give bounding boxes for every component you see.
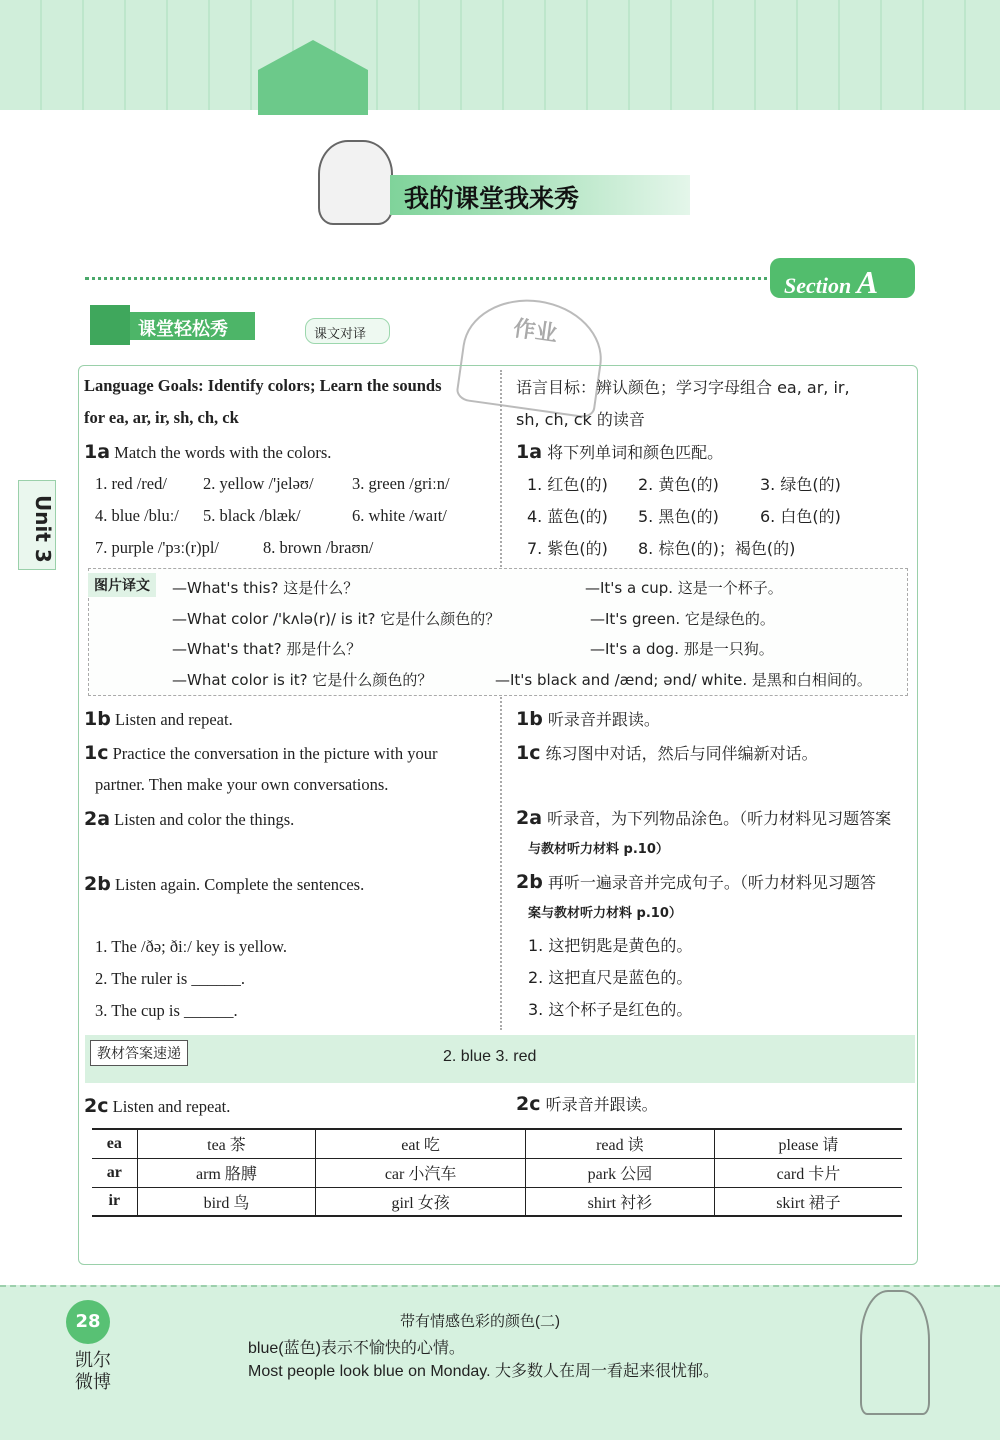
word-item: 7. 紫色(的) bbox=[527, 539, 608, 558]
dialog-line: —It's black and /ænd; ənd/ white. 是黑和白相间的。 bbox=[495, 671, 872, 689]
word-item: 3. 绿色(的) bbox=[760, 475, 841, 494]
language-goals-cont: for ea, ar, ir, sh, ch, ck bbox=[84, 408, 239, 427]
exercise-number: 2b bbox=[516, 871, 543, 893]
dialog-line: —What color /'kʌlə(r)/ is it? 它是什么颜色的？ bbox=[172, 610, 501, 628]
dialog-line: —What color is it? 它是什么颜色的？ bbox=[172, 671, 433, 689]
tip-line: blue(蓝色)表示不愉快的心情。 bbox=[248, 1340, 465, 1357]
brand-label: 凯尔微博 bbox=[75, 1350, 111, 1393]
sentence-item: 1. The /ðə; ðiː/ key is yellow. bbox=[95, 937, 288, 956]
exercise-1c-cn bbox=[516, 741, 818, 764]
word-item: 6. 白色(的) bbox=[760, 507, 841, 526]
exercise-instruction: Match the words with the colors. bbox=[114, 443, 332, 462]
exercise-number: 2c bbox=[516, 1093, 541, 1115]
exercise-number: 1a bbox=[516, 441, 543, 463]
exercise-number: 1c bbox=[516, 742, 541, 764]
table-cell: arm 胳膊 bbox=[137, 1158, 316, 1187]
exercise-number: 1b bbox=[516, 708, 543, 730]
exercise-number: 2b bbox=[84, 873, 111, 895]
exercise-instruction: Listen and repeat. bbox=[112, 1097, 231, 1116]
word-item: 1. 红色(的) bbox=[527, 475, 608, 494]
exercise-instruction-cont: 与教材听力材料 p.10） bbox=[528, 842, 669, 857]
dialog-line: —What's this? 这是什么？ bbox=[172, 579, 359, 597]
walking-kid-illustration bbox=[860, 1290, 930, 1415]
exercise-1c bbox=[84, 742, 437, 764]
word-item: 2. yellow /'jeləʊ/ bbox=[203, 474, 314, 493]
table-cell: read 读 bbox=[525, 1129, 714, 1158]
tip-line: Most people look blue on Monday. 大多数人在周一看起来很忧郁。 bbox=[248, 1363, 719, 1380]
exercise-instruction: Listen and color the things. bbox=[114, 810, 295, 829]
page-number: 28 bbox=[66, 1300, 110, 1344]
section-letter: A bbox=[856, 264, 879, 300]
dialog-line: —It's green. 它是绿色的。 bbox=[590, 610, 775, 628]
word-item: 1. red /red/ bbox=[95, 474, 167, 493]
word-item: 4. 蓝色(的) bbox=[527, 507, 608, 526]
answer-value: 2. blue 3. red bbox=[443, 1048, 537, 1065]
dialog-line: —It's a cup. 这是一个杯子。 bbox=[585, 579, 783, 597]
table-row bbox=[92, 1187, 902, 1216]
exercise-instruction: 听录音并跟读。 bbox=[545, 1095, 658, 1114]
sentence-item: 3. 这个杯子是红色的。 bbox=[528, 1000, 693, 1019]
homework-stamp: 作业 bbox=[455, 291, 609, 419]
exercise-2b bbox=[84, 873, 364, 895]
exercise-2c bbox=[84, 1095, 230, 1117]
boy-illustration bbox=[318, 140, 393, 225]
exercise-number: 1c bbox=[84, 742, 109, 764]
exercise-number: 2a bbox=[84, 808, 111, 830]
table-cell: card 卡片 bbox=[714, 1158, 902, 1187]
exercise-instruction: Listen again. Complete the sentences. bbox=[114, 875, 365, 894]
exercise-instruction: 练习图中对话，然后与同伴编新对话。 bbox=[545, 744, 818, 763]
exercise-instruction: 再听一遍录音并完成句子。（听力材料见习题答 bbox=[547, 873, 876, 892]
word-item: 3. green /griːn/ bbox=[352, 474, 450, 493]
table-row bbox=[92, 1129, 902, 1158]
exercise-instruction: 将下列单词和颜色匹配。 bbox=[547, 443, 724, 462]
exercise-instruction: 听录音并跟读。 bbox=[547, 710, 660, 729]
word-item: 8. brown /braʊn/ bbox=[263, 538, 374, 557]
sentence-item: 3. The cup is ______. bbox=[95, 1001, 238, 1020]
word-item: 5. black /blæk/ bbox=[203, 506, 301, 525]
section-label: Section bbox=[784, 273, 852, 298]
dotted-divider bbox=[85, 277, 775, 280]
subsection-title: 课堂轻松秀 bbox=[130, 312, 255, 340]
table-cell: eat 吃 bbox=[316, 1129, 526, 1158]
exercise-number: 1a bbox=[84, 441, 111, 463]
table-cell: bird 鸟 bbox=[137, 1187, 316, 1216]
table-cell: girl 女孩 bbox=[316, 1187, 526, 1216]
unit-side-tab: Unit 3 bbox=[18, 480, 56, 570]
exercise-2c-cn bbox=[516, 1092, 658, 1115]
translation-label: 图片译文 bbox=[88, 573, 156, 597]
language-goals: Language Goals: Identify colors; Learn the sounds bbox=[84, 376, 442, 395]
section-badge bbox=[770, 258, 915, 298]
sentence-item: 1. 这把钥匙是黄色的。 bbox=[528, 936, 693, 955]
word-item: 4. blue /bluː/ bbox=[95, 506, 179, 525]
word-item: 7. purple /'pɜː(r)pl/ bbox=[95, 538, 219, 557]
exercise-1b-cn bbox=[516, 707, 660, 730]
word-item: 5. 黑色(的) bbox=[638, 507, 719, 526]
table-cell: shirt 衬衫 bbox=[525, 1187, 714, 1216]
exercise-1a-cn bbox=[516, 440, 723, 463]
exercise-number: 1b bbox=[84, 708, 111, 730]
word-item: 2. 黄色(的) bbox=[638, 475, 719, 494]
dialog-line: —What's that? 那是什么？ bbox=[172, 640, 362, 658]
language-goals-cn: 语言目标：辨认颜色；学习字母组合 ea, ar, ir, bbox=[516, 378, 850, 397]
sentence-item: 2. The ruler is ______. bbox=[95, 969, 246, 988]
exercise-instruction: Practice the conversation in the picture with your bbox=[112, 744, 438, 763]
sound-table bbox=[92, 1128, 902, 1217]
table-cell: park 公园 bbox=[525, 1158, 714, 1187]
table-cell: ea bbox=[92, 1129, 137, 1158]
exercise-number: 2c bbox=[84, 1095, 109, 1117]
exercise-1a bbox=[84, 441, 331, 463]
table-row bbox=[92, 1158, 902, 1187]
page-banner-title: 我的课堂我来秀 bbox=[390, 175, 690, 215]
word-item: 6. white /waɪt/ bbox=[352, 506, 447, 525]
dialog-line: —It's a dog. 那是一只狗。 bbox=[590, 640, 774, 658]
exercise-2a-cn bbox=[516, 806, 891, 829]
subsection-tag: 课文对译 bbox=[305, 318, 390, 344]
exercise-number: 2a bbox=[516, 807, 543, 829]
table-cell: car 小汽车 bbox=[316, 1158, 526, 1187]
sentence-item: 2. 这把直尺是蓝色的。 bbox=[528, 968, 693, 987]
table-cell: skirt 裙子 bbox=[714, 1187, 902, 1216]
exercise-2b-cn bbox=[516, 870, 876, 893]
column-divider bbox=[500, 370, 502, 1030]
answer-label: 教材答案速递 bbox=[90, 1040, 188, 1066]
word-item: 8. 棕色(的)；褐色(的) bbox=[638, 539, 796, 558]
exercise-instruction-cont: 案与教材听力材料 p.10） bbox=[528, 906, 682, 921]
language-goals-cn-cont: sh, ch, ck 的读音 bbox=[516, 410, 645, 429]
clapperboard-icon bbox=[90, 305, 130, 345]
exercise-1b bbox=[84, 708, 233, 730]
tip-title: 带有情感色彩的颜色(二) bbox=[400, 1313, 560, 1330]
table-cell: ir bbox=[92, 1187, 137, 1216]
exercise-instruction: Listen and repeat. bbox=[114, 710, 233, 729]
header-brick-band bbox=[0, 0, 1000, 110]
table-cell: please 请 bbox=[714, 1129, 902, 1158]
exercise-2a bbox=[84, 808, 294, 830]
table-cell: tea 茶 bbox=[137, 1129, 316, 1158]
exercise-instruction-cont: partner. Then make your own conversations. bbox=[95, 775, 389, 794]
table-cell: ar bbox=[92, 1158, 137, 1187]
exercise-instruction: 听录音，为下列物品涂色。（听力材料见习题答案 bbox=[547, 809, 892, 828]
